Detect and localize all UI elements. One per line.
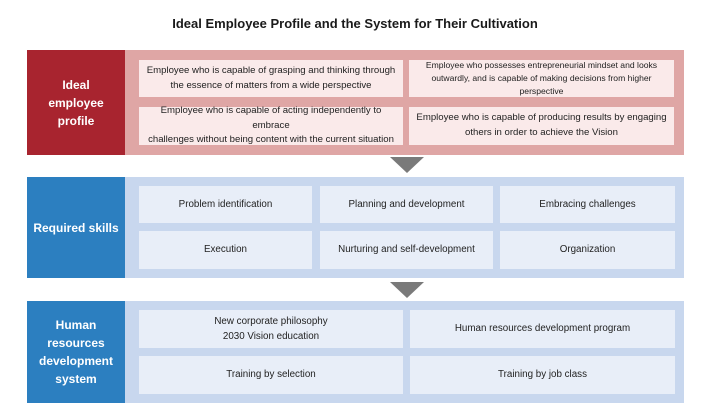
- ideal-profile-item: Employee who is capable of producing results by engaging others in order to achieve the Vision: [409, 107, 674, 145]
- hr-development-band: [125, 301, 684, 403]
- page-title: Ideal Employee Profile and the System for Their Cultivation: [172, 16, 538, 31]
- hr-system-item: Training by job class: [410, 356, 675, 394]
- skill-item: Execution: [139, 231, 312, 269]
- skill-item: Embracing challenges: [500, 186, 675, 223]
- hr-system-item: New corporate philosophy 2030 Vision education: [139, 310, 403, 348]
- down-arrow-icon: [390, 157, 424, 173]
- required-skills-band: [125, 177, 684, 278]
- hr-development-label: Human resources development system: [27, 301, 125, 403]
- hr-development-section: [27, 301, 684, 403]
- ideal-profile-item: Employee who possesses entrepreneurial mindset and looks outwardly, and is capable of making decisions from higher perspective: [409, 60, 674, 97]
- ideal-profile-section: [27, 50, 684, 155]
- skill-item: Organization: [500, 231, 675, 269]
- skill-item: Planning and development: [320, 186, 493, 223]
- hr-system-item: Human resources development program: [410, 310, 675, 348]
- ideal-profile-label: Ideal employee profile: [27, 50, 125, 155]
- ideal-profile-item: Employee who is capable of grasping and thinking through the essence of matters from a wide perspective: [139, 60, 403, 97]
- skill-item: Problem identification: [139, 186, 312, 223]
- required-skills-section: [27, 177, 684, 278]
- down-arrow-icon: [390, 282, 424, 298]
- skill-item: Nurturing and self-development: [320, 231, 493, 269]
- ideal-profile-band: [125, 50, 684, 155]
- hr-system-item: Training by selection: [139, 356, 403, 394]
- ideal-profile-item: Employee who is capable of acting independently to embrace challenges without being content with the current situation: [139, 107, 403, 145]
- required-skills-label: Required skills: [27, 177, 125, 278]
